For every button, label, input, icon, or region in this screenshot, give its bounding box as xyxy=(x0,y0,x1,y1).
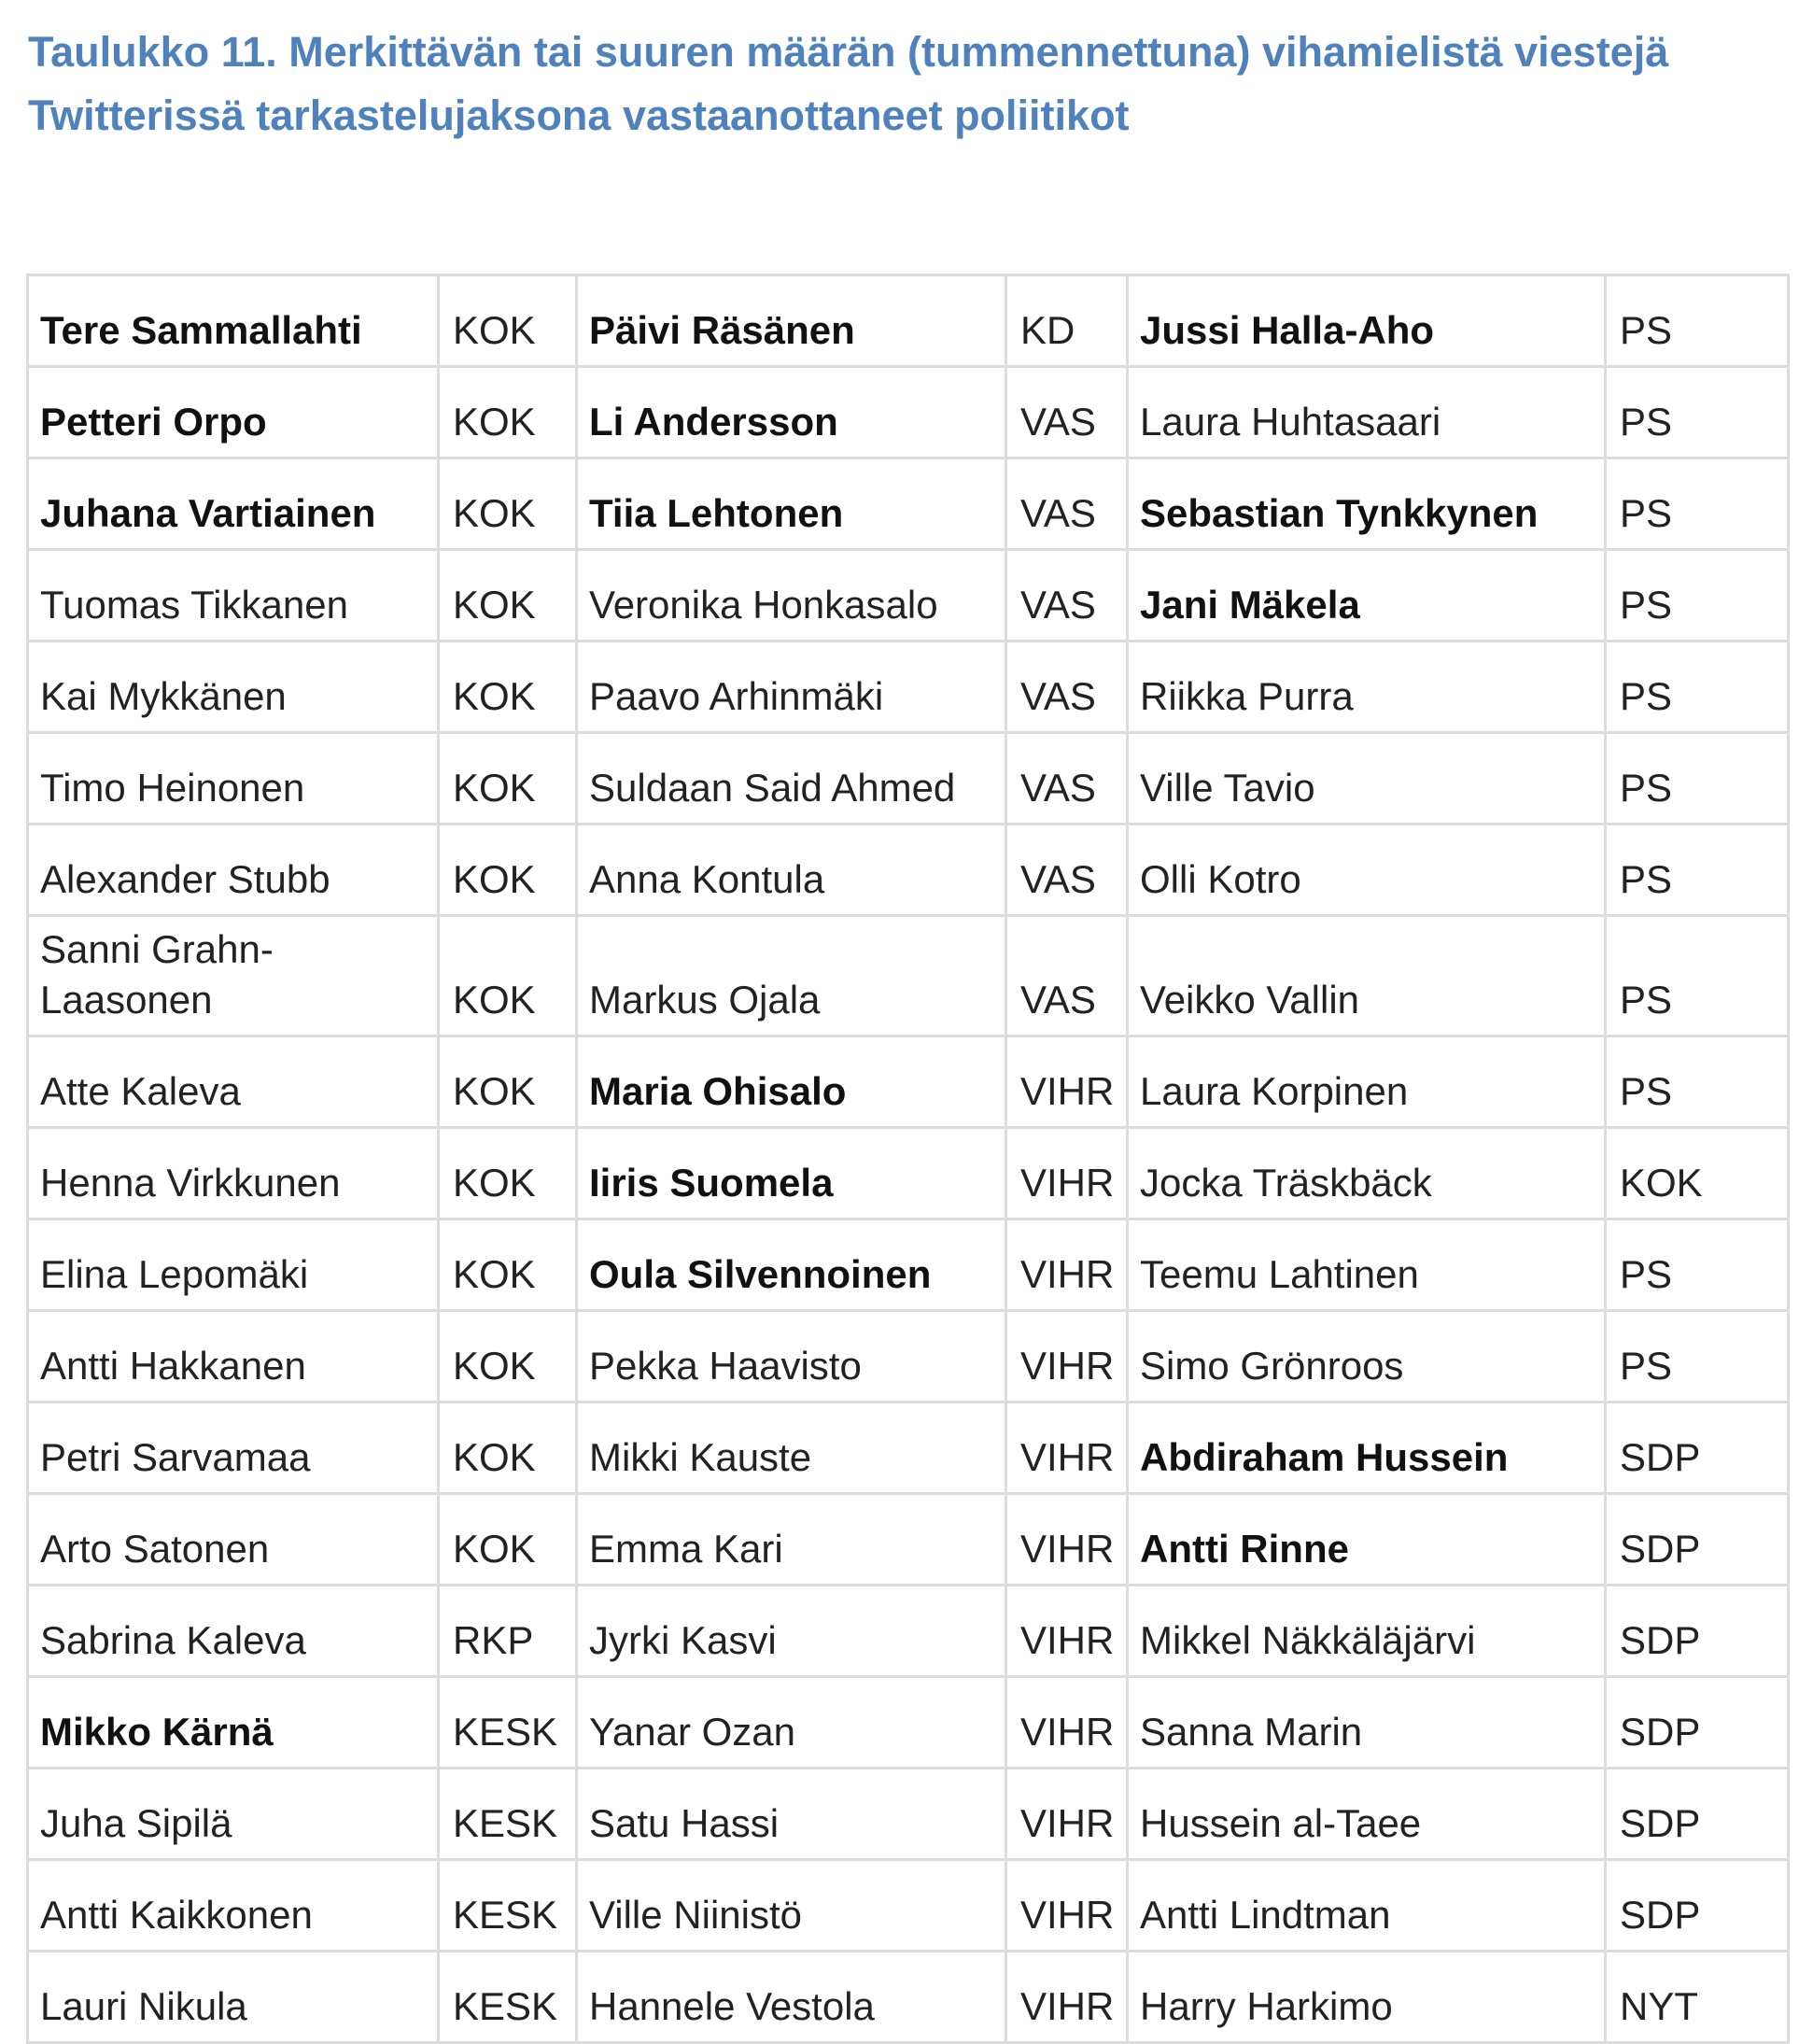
party-abbreviation: PS xyxy=(1606,458,1789,550)
party-abbreviation: VIHR xyxy=(1006,1677,1128,1769)
politician-name: Arto Satonen xyxy=(28,1494,439,1586)
party-abbreviation: VIHR xyxy=(1006,1586,1128,1677)
politician-name: Teemu Lahtinen xyxy=(1128,1219,1606,1311)
party-abbreviation: PS xyxy=(1606,916,1789,1036)
table-row xyxy=(28,1952,1789,2043)
politician-name: Sanni Grahn-Laasonen xyxy=(28,916,439,1036)
politician-name: Simo Grönroos xyxy=(1128,1311,1606,1403)
party-abbreviation: KOK xyxy=(1606,1128,1789,1219)
party-abbreviation: PS xyxy=(1606,550,1789,641)
party-abbreviation: RKP xyxy=(439,1586,577,1677)
party-abbreviation: KOK xyxy=(439,641,577,733)
party-abbreviation: VAS xyxy=(1006,641,1128,733)
politician-name: Tuomas Tikkanen xyxy=(28,550,439,641)
politician-name: Timo Heinonen xyxy=(28,733,439,825)
table-row xyxy=(28,1860,1789,1952)
politician-name: Henna Virkkunen xyxy=(28,1128,439,1219)
party-abbreviation: VIHR xyxy=(1006,1860,1128,1952)
party-abbreviation: VIHR xyxy=(1006,1952,1128,2043)
party-abbreviation: VAS xyxy=(1006,458,1128,550)
party-abbreviation: KD xyxy=(1006,275,1128,367)
politician-name: Ville Tavio xyxy=(1128,733,1606,825)
politician-name: Mikki Kauste xyxy=(577,1403,1006,1494)
party-abbreviation: VIHR xyxy=(1006,1311,1128,1403)
party-abbreviation: PS xyxy=(1606,1219,1789,1311)
politician-name: Kai Mykkänen xyxy=(28,641,439,733)
politician-name: Jyrki Kasvi xyxy=(577,1586,1006,1677)
politician-name: Veronika Honkasalo xyxy=(577,550,1006,641)
party-abbreviation: VIHR xyxy=(1006,1494,1128,1586)
party-abbreviation: VAS xyxy=(1006,550,1128,641)
party-abbreviation: VIHR xyxy=(1006,1403,1128,1494)
table-row xyxy=(28,1128,1789,1219)
party-abbreviation: KOK xyxy=(439,1219,577,1311)
party-abbreviation: KESK xyxy=(439,1677,577,1769)
party-abbreviation: VIHR xyxy=(1006,1219,1128,1311)
politician-name: Sanna Marin xyxy=(1128,1677,1606,1769)
table-row xyxy=(28,1403,1789,1494)
politician-name: Iiris Suomela xyxy=(577,1128,1006,1219)
party-abbreviation: PS xyxy=(1606,733,1789,825)
politician-name: Elina Lepomäki xyxy=(28,1219,439,1311)
politician-name: Mikkel Näkkäläjärvi xyxy=(1128,1586,1606,1677)
politician-name: Antti Lindtman xyxy=(1128,1860,1606,1952)
politician-name: Harry Harkimo xyxy=(1128,1952,1606,2043)
table-row xyxy=(28,825,1789,916)
party-abbreviation: PS xyxy=(1606,825,1789,916)
table-row xyxy=(28,367,1789,458)
politician-name: Laura Korpinen xyxy=(1128,1036,1606,1128)
party-abbreviation: KOK xyxy=(439,550,577,641)
politician-name: Hannele Vestola xyxy=(577,1952,1006,2043)
politician-name: Pekka Haavisto xyxy=(577,1311,1006,1403)
party-abbreviation: PS xyxy=(1606,1311,1789,1403)
table-row xyxy=(28,641,1789,733)
party-abbreviation: KOK xyxy=(439,275,577,367)
politician-name: Antti Hakkanen xyxy=(28,1311,439,1403)
politician-name: Abdiraham Hussein xyxy=(1128,1403,1606,1494)
party-abbreviation: KESK xyxy=(439,1952,577,2043)
politician-name: Petteri Orpo xyxy=(28,367,439,458)
politicians-table xyxy=(26,274,1790,2044)
politician-name: Emma Kari xyxy=(577,1494,1006,1586)
party-abbreviation: VAS xyxy=(1006,367,1128,458)
table-row xyxy=(28,458,1789,550)
party-abbreviation: KOK xyxy=(439,458,577,550)
politician-name: Alexander Stubb xyxy=(28,825,439,916)
table-row xyxy=(28,1494,1789,1586)
party-abbreviation: VAS xyxy=(1006,733,1128,825)
politician-name: Jocka Träskbäck xyxy=(1128,1128,1606,1219)
party-abbreviation: PS xyxy=(1606,275,1789,367)
politician-name: Tiia Lehtonen xyxy=(577,458,1006,550)
party-abbreviation: SDP xyxy=(1606,1769,1789,1860)
politician-name: Lauri Nikula xyxy=(28,1952,439,2043)
party-abbreviation: KOK xyxy=(439,1036,577,1128)
party-abbreviation: PS xyxy=(1606,641,1789,733)
table-row xyxy=(28,275,1789,367)
politician-name: Veikko Vallin xyxy=(1128,916,1606,1036)
politician-name: Olli Kotro xyxy=(1128,825,1606,916)
politician-name: Tere Sammallahti xyxy=(28,275,439,367)
table-row xyxy=(28,733,1789,825)
politician-name: Anna Kontula xyxy=(577,825,1006,916)
politician-name: Hussein al-Taee xyxy=(1128,1769,1606,1860)
politician-name: Maria Ohisalo xyxy=(577,1036,1006,1128)
party-abbreviation: KOK xyxy=(439,1494,577,1586)
party-abbreviation: VIHR xyxy=(1006,1036,1128,1128)
politician-name: Markus Ojala xyxy=(577,916,1006,1036)
party-abbreviation: VIHR xyxy=(1006,1128,1128,1219)
politician-name: Ville Niinistö xyxy=(577,1860,1006,1952)
party-abbreviation: KOK xyxy=(439,1128,577,1219)
politician-name: Päivi Räsänen xyxy=(577,275,1006,367)
table-caption: Taulukko 11. Merkittävän tai suuren määrän (tummennettuna) vihamielistä viestejä Twitterissä tarkastelujaksona vastaanottaneet poliitikot xyxy=(28,28,1669,139)
table-row xyxy=(28,1311,1789,1403)
party-abbreviation: VAS xyxy=(1006,825,1128,916)
party-abbreviation: KOK xyxy=(439,1311,577,1403)
politician-name: Riikka Purra xyxy=(1128,641,1606,733)
politician-name: Antti Rinne xyxy=(1128,1494,1606,1586)
politician-name: Sebastian Tynkkynen xyxy=(1128,458,1606,550)
party-abbreviation: SDP xyxy=(1606,1494,1789,1586)
table-row xyxy=(28,1036,1789,1128)
table-row xyxy=(28,1219,1789,1311)
politicians-table-body xyxy=(28,275,1789,2043)
party-abbreviation: PS xyxy=(1606,1036,1789,1128)
politician-name: Laura Huhtasaari xyxy=(1128,367,1606,458)
politician-name: Suldaan Said Ahmed xyxy=(577,733,1006,825)
politician-name: Antti Kaikkonen xyxy=(28,1860,439,1952)
party-abbreviation: KOK xyxy=(439,1403,577,1494)
party-abbreviation: VIHR xyxy=(1006,1769,1128,1860)
politician-name: Oula Silvennoinen xyxy=(577,1219,1006,1311)
politician-name: Sabrina Kaleva xyxy=(28,1586,439,1677)
politician-name: Jani Mäkela xyxy=(1128,550,1606,641)
politician-name: Juha Sipilä xyxy=(28,1769,439,1860)
party-abbreviation: SDP xyxy=(1606,1860,1789,1952)
politician-name: Satu Hassi xyxy=(577,1769,1006,1860)
politician-name: Mikko Kärnä xyxy=(28,1677,439,1769)
politician-name: Paavo Arhinmäki xyxy=(577,641,1006,733)
party-abbreviation: KOK xyxy=(439,916,577,1036)
table-row xyxy=(28,916,1789,1036)
politicians-table-container xyxy=(26,274,1787,2044)
party-abbreviation: SDP xyxy=(1606,1586,1789,1677)
table-row xyxy=(28,1769,1789,1860)
table-row xyxy=(28,1677,1789,1769)
party-abbreviation: SDP xyxy=(1606,1403,1789,1494)
politician-name: Li Andersson xyxy=(577,367,1006,458)
party-abbreviation: KOK xyxy=(439,367,577,458)
politician-name: Petri Sarvamaa xyxy=(28,1403,439,1494)
party-abbreviation: KESK xyxy=(439,1860,577,1952)
table-row xyxy=(28,550,1789,641)
politician-name: Juhana Vartiainen xyxy=(28,458,439,550)
party-abbreviation: KOK xyxy=(439,825,577,916)
party-abbreviation: VAS xyxy=(1006,916,1128,1036)
politician-name: Atte Kaleva xyxy=(28,1036,439,1128)
party-abbreviation: NYT xyxy=(1606,1952,1789,2043)
politician-name: Yanar Ozan xyxy=(577,1677,1006,1769)
politician-name: Jussi Halla-Aho xyxy=(1128,275,1606,367)
party-abbreviation: KESK xyxy=(439,1769,577,1860)
party-abbreviation: SDP xyxy=(1606,1677,1789,1769)
party-abbreviation: PS xyxy=(1606,367,1789,458)
party-abbreviation: KOK xyxy=(439,733,577,825)
table-row xyxy=(28,1586,1789,1677)
